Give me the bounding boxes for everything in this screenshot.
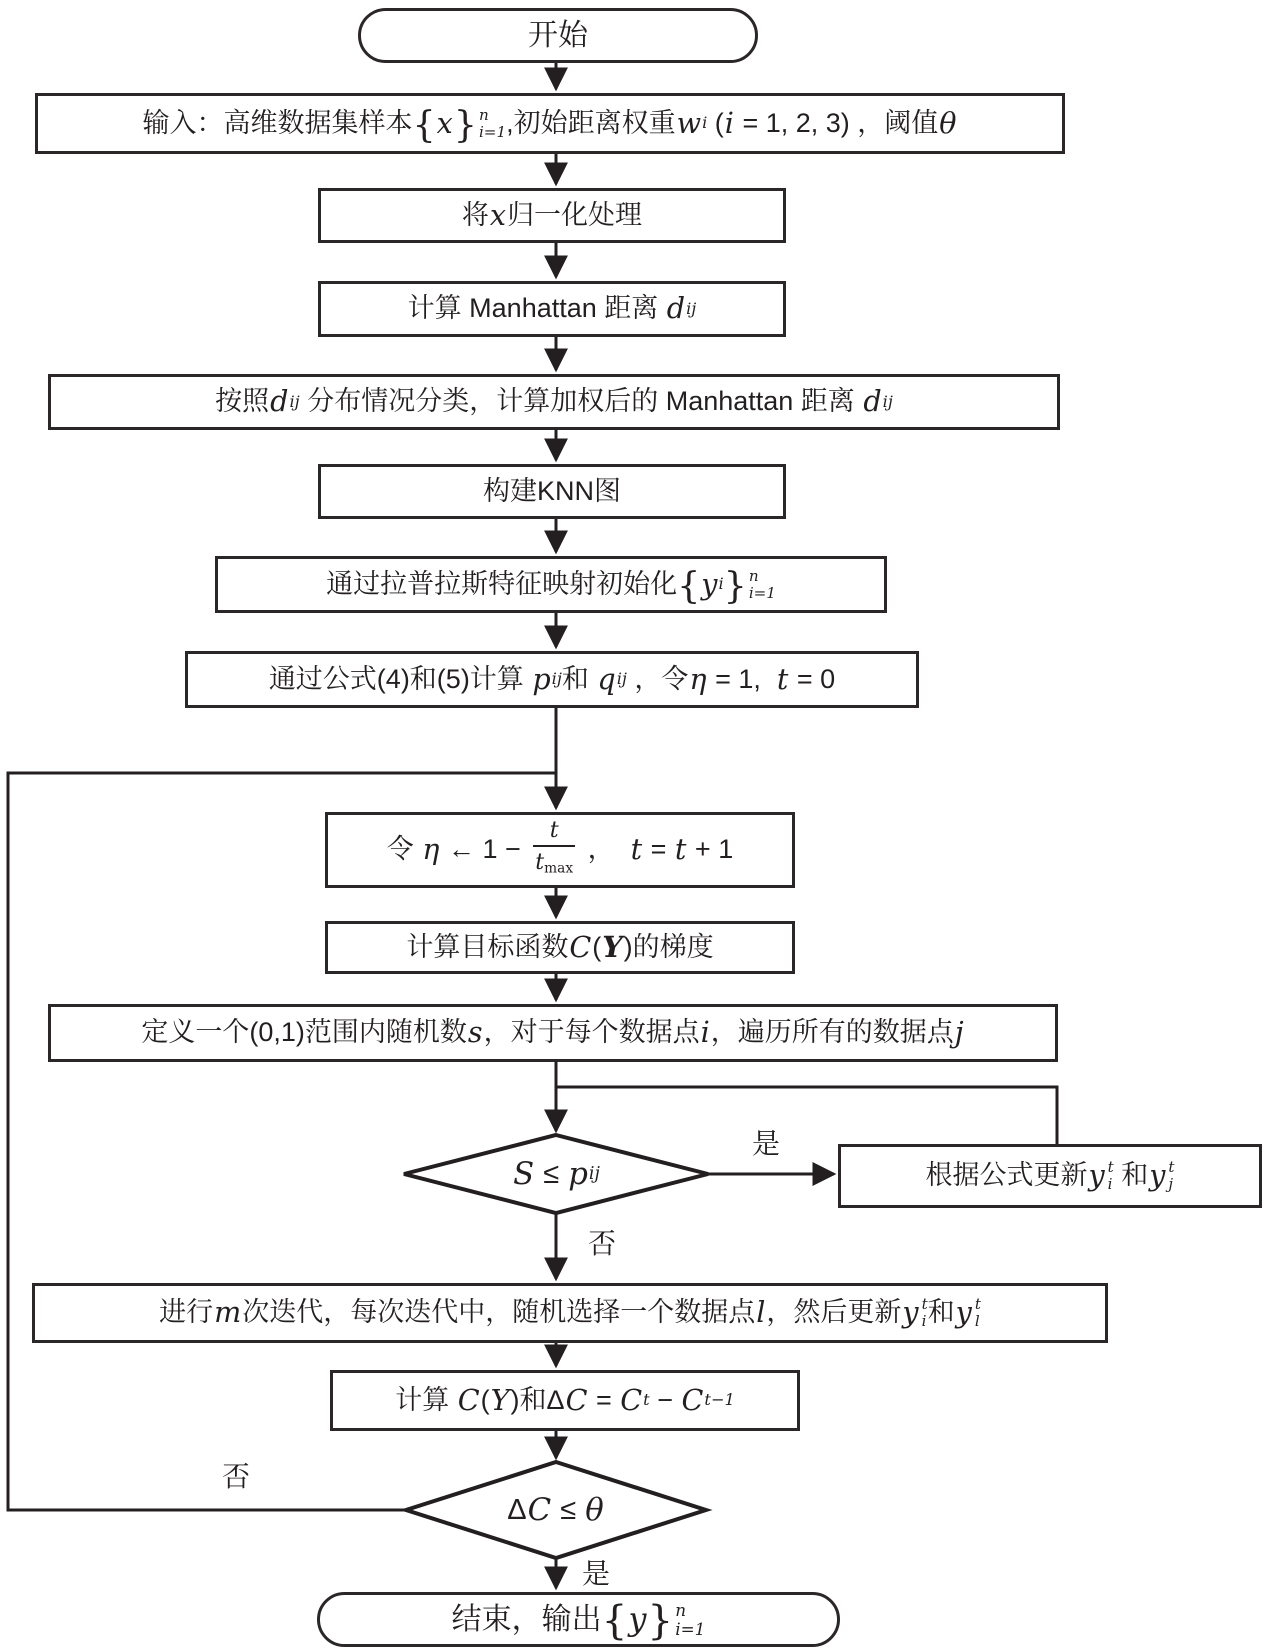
random-number-box: 定义一个(0,1)范围内随机数 s ，对于每个数据点 i ，遍历所有的数据点 j: [48, 1004, 1058, 1062]
yes-label-decision1: 是: [752, 1128, 781, 1159]
no-label-decision2: 否: [222, 1461, 251, 1492]
no-label-decision1: 否: [588, 1228, 617, 1259]
yes-label-decision2: 是: [582, 1558, 611, 1589]
decision-delta-c-label: Δ C ≤ θ: [507, 1492, 604, 1528]
gradient-box: 计算目标函数 C ( Y ) 的梯度: [325, 921, 795, 974]
weighted-manhattan-box: 按照 d ij 分布情况分类，计算加权后的 Manhattan 距离 d ij: [48, 374, 1060, 430]
end-terminal: 结束，输出 { y } n i=1: [317, 1592, 840, 1647]
edge-return-from-update: [556, 1087, 1057, 1144]
manhattan-distance-box: 计算 Manhattan 距离 d ij: [318, 281, 786, 337]
normalize-box: 将 x 归一化处理: [318, 188, 786, 243]
update-yij-box: 根据公式更新 y t i 和 y t j: [838, 1144, 1262, 1208]
input-box: 输入：高维数据集样本 { x } n i=1 ,初始距离权重 w i ( i = 1, 2, 3 ) ，阈值 θ: [35, 93, 1065, 154]
delta-c-box: 计算 C ( Y ) 和Δ C = C t − C t−1: [330, 1370, 800, 1431]
start-terminal: 开始: [358, 8, 758, 63]
decision-s-pij-label: S ≤ p ij: [513, 1156, 600, 1192]
laplacian-init-box: 通过拉普拉斯特征映射初始化 { y i } n i=1: [215, 556, 887, 613]
knn-graph-box: 构建KNN图: [318, 464, 786, 519]
pq-formula-box: 通过公式(4)和(5)计算 p ij 和 q ij ，令 η = 1, t = 0: [185, 651, 919, 708]
eta-update-box: 令 η ← 1 − $\frac{t}{tmax}$ ， t = t + 1: [325, 812, 795, 888]
m-iterations-box: 进行 m 次迭代，每次迭代中，随机选择一个数据点 l ，然后更新 y t i 和 y t l: [32, 1283, 1108, 1343]
